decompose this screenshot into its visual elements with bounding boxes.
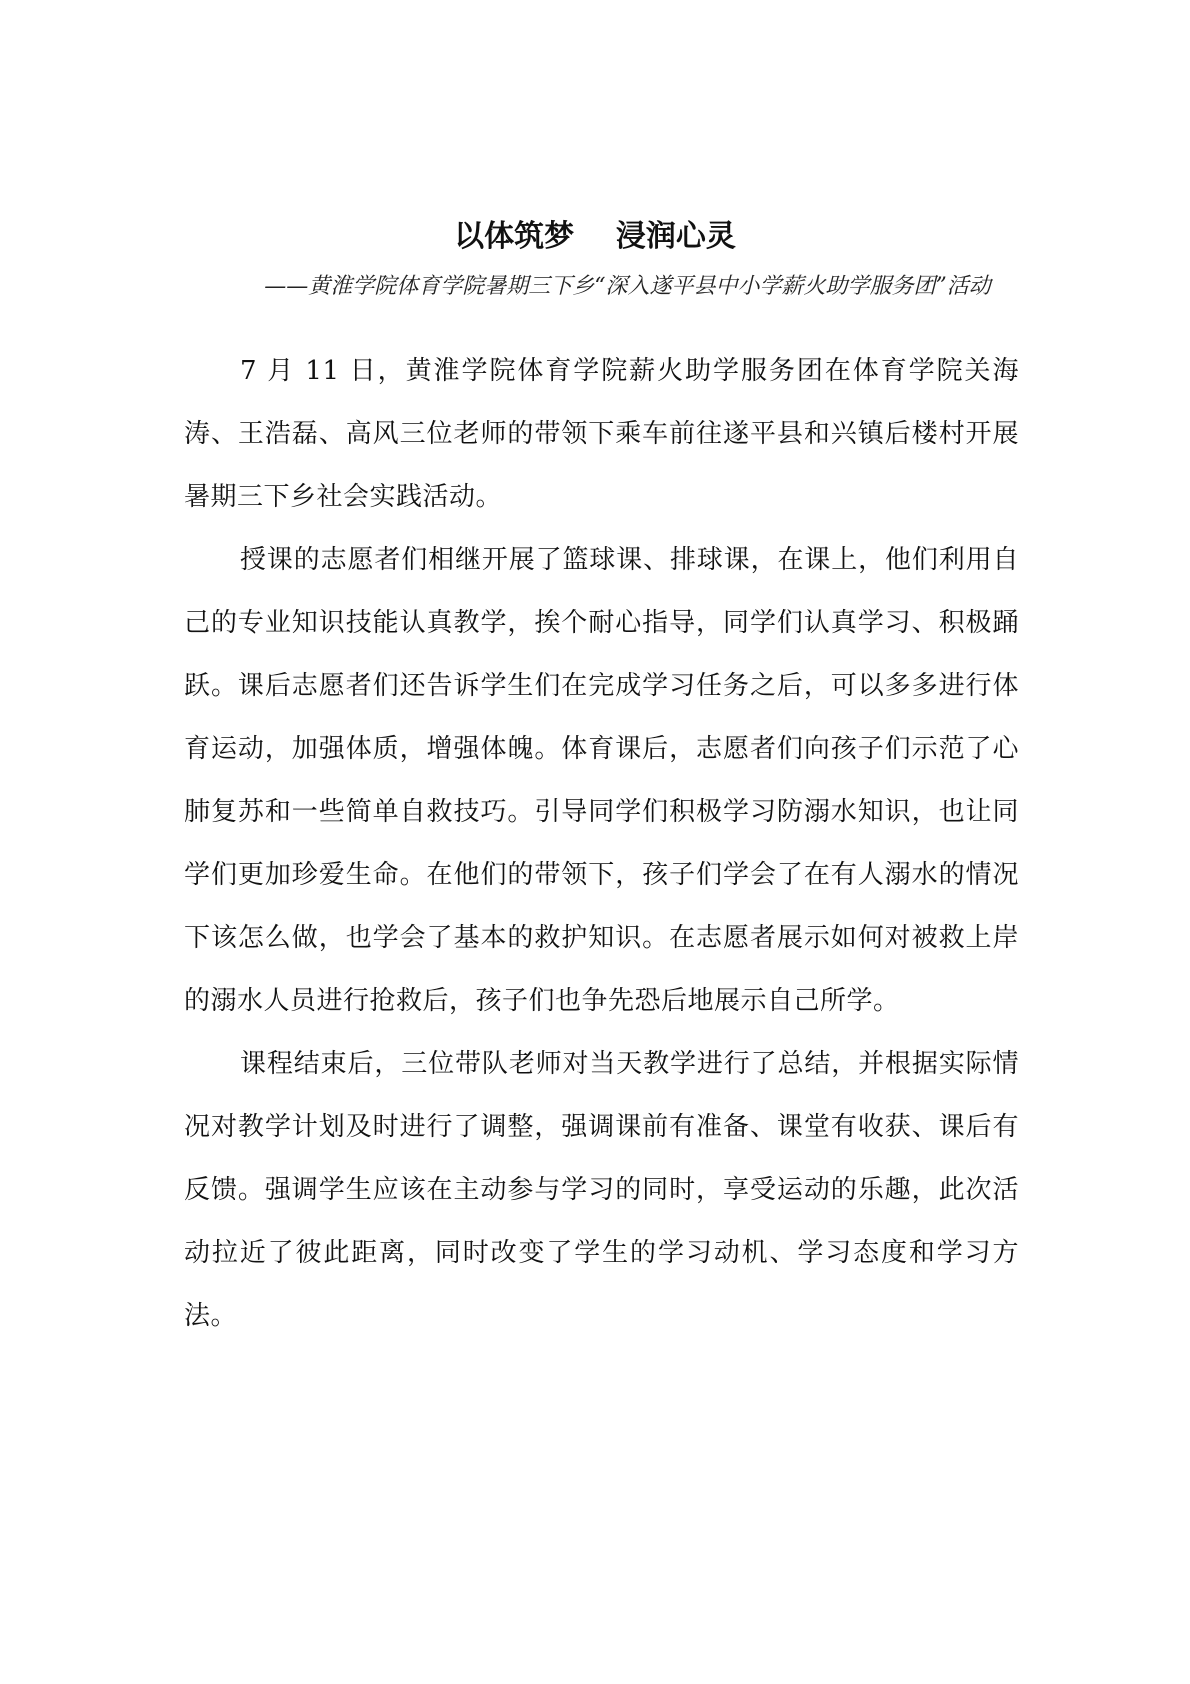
document-title: 以体筑梦 浸润心灵 xyxy=(454,219,736,254)
body-paragraph-2: 授课的志愿者们相继开展了篮球课、排球课，在课上，他们利用自己的专业知识技能认真教学，挨个耐心指导，同学们认真学习、积极踊跃。课后志愿者们还告诉学生们在完成学习任务之后，可以多多进行体育运动，加强体质，增强体魄。体育课后，志愿者们向孩子们示范了心肺复苏和一些简单自救技巧。引导同学们积极学习防溺水知识，也让同学们更加珍爱生命。在他们的带领下，孩子们学会了在有人溺水的情况下该怎么做，也学会了基本的救护知识。在志愿者展示如何对被救上岸的溺水人员进行抢救后，孩子们也争先恐后地展示自己所学。 xyxy=(184,545,1019,1016)
body-paragraph-3: 课程结束后，三位带队老师对当天教学进行了总结，并根据实际情况对教学计划及时进行了调整，强调课前有准备、课堂有收获、课后有反馈。强调学生应该在主动参与学习的同时，享受运动的乐趣，此次活动拉近了彼此距离，同时改变了学生的学习动机、学习态度和学习方法。 xyxy=(184,1049,1019,1331)
body-paragraph-1: 7 月 11 日，黄淮学院体育学院薪火助学服务团在体育学院关海涛、王浩磊、高风三位老师的带领下乘车前往遂平县和兴镇后楼村开展暑期三下乡社会实践活动。 xyxy=(184,356,1019,512)
document-subtitle: ——黄淮学院体育学院暑期三下乡“深入遂平县中小学薪火助学服务团”活动 xyxy=(264,274,991,299)
document-body xyxy=(184,340,1019,1348)
